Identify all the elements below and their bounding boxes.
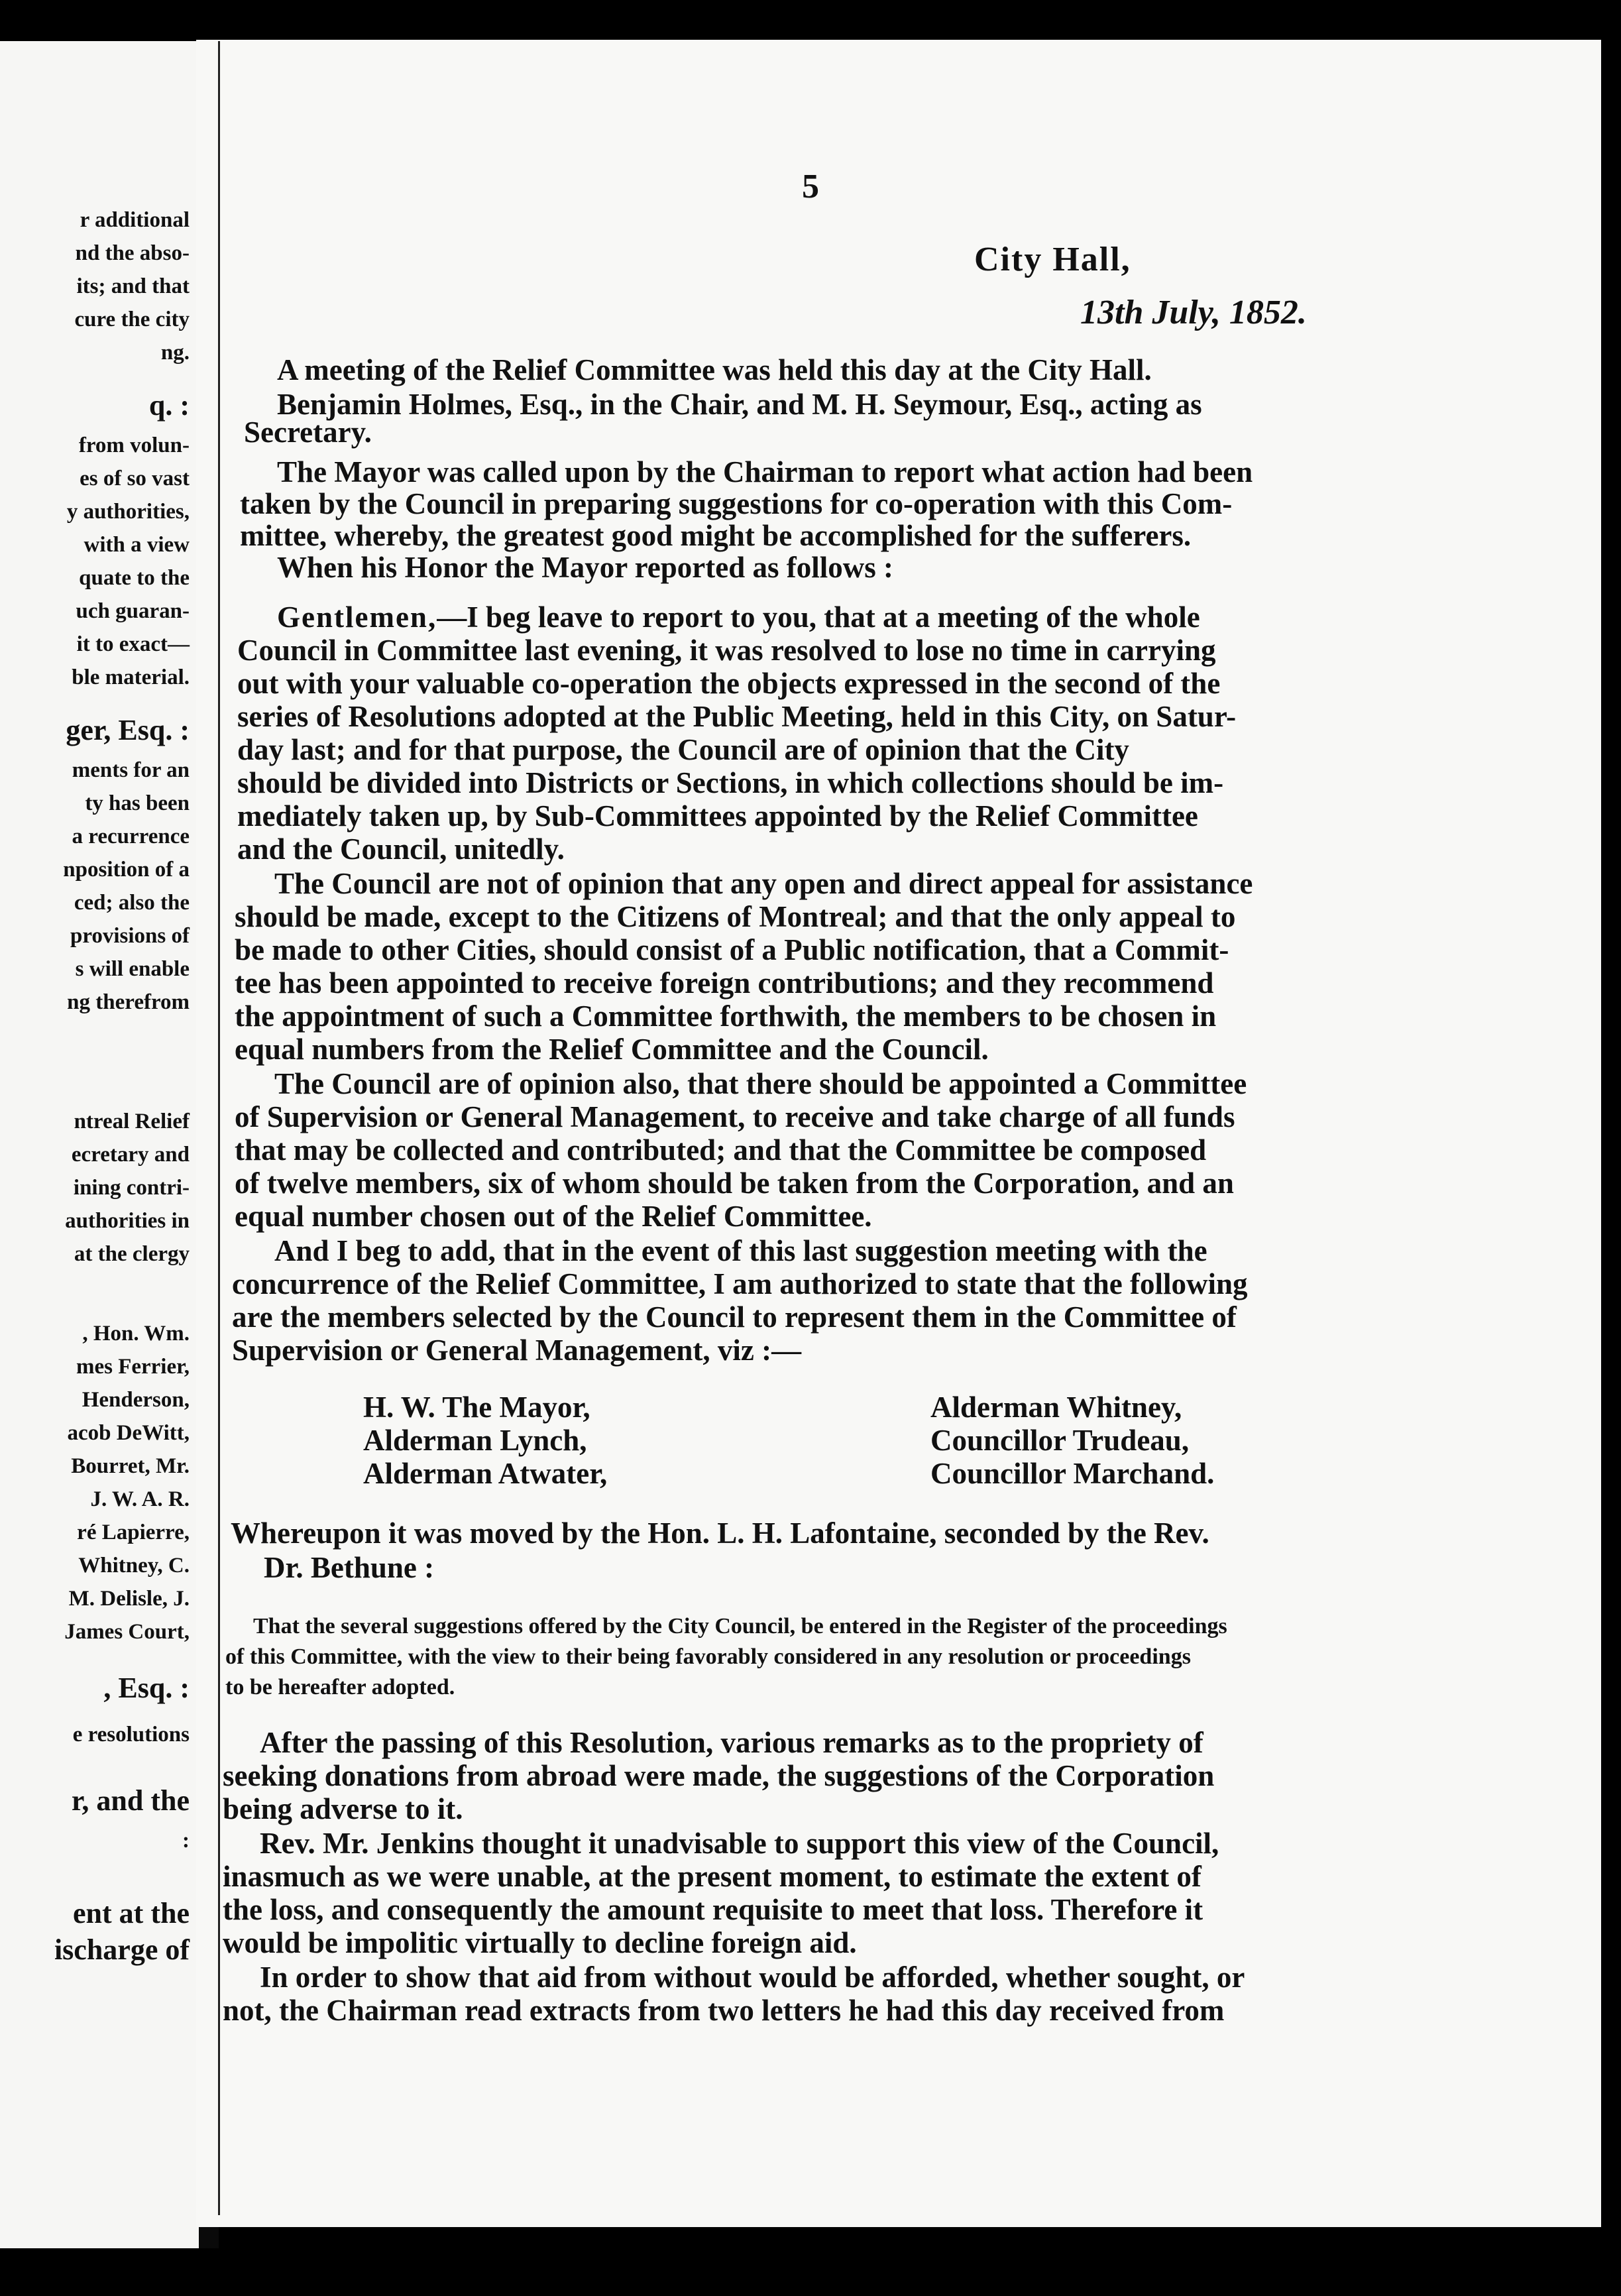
paragraph-line: taken by the Council in preparing suggestions for co-operation with this Com- xyxy=(240,487,1233,520)
left-line: quate to the xyxy=(79,566,190,590)
left-line: ent at the xyxy=(73,1897,190,1929)
left-line: ré Lapierre, xyxy=(77,1521,190,1544)
left-line: ecretary and xyxy=(71,1143,190,1167)
left-line: ntreal Relief xyxy=(74,1110,190,1133)
left-line: s will enable xyxy=(75,957,190,981)
paragraph-line: Dr. Bethune : xyxy=(264,1551,435,1584)
paragraph-line: of Supervision or General Management, to receive and take charge of all funds xyxy=(235,1100,1235,1133)
left-line: authorities in xyxy=(65,1209,190,1233)
paragraph-line: should be made, except to the Citizens of Montreal; and that the only appeal to xyxy=(235,900,1236,933)
paragraph-line: Rev. Mr. Jenkins thought it unadvisable to support this view of the Council, xyxy=(260,1827,1219,1860)
left-line: uch guaran- xyxy=(76,599,190,623)
left-line: ining contri- xyxy=(73,1176,190,1200)
resolution-line: That the several suggestions offered by the City Council, be entered in the Register of the proceedings xyxy=(253,1614,1227,1638)
left-line: with a view xyxy=(84,533,190,557)
left-line: mes Ferrier, xyxy=(76,1355,190,1379)
left-line: r, and the xyxy=(71,1784,190,1817)
paragraph-line: day last; and for that purpose, the Council are of opinion that the City xyxy=(237,733,1129,766)
left-line: , Esq. : xyxy=(103,1672,190,1704)
page-border xyxy=(218,41,220,2215)
paragraph-line: The Mayor was called upon by the Chairman to report what action had been xyxy=(277,455,1253,488)
member-name: Councillor Trudeau, xyxy=(930,1424,1190,1457)
place-heading: City Hall, xyxy=(974,241,1131,278)
member-name: H. W. The Mayor, xyxy=(363,1391,590,1424)
left-line: ng therefrom xyxy=(67,990,190,1014)
member-name: Alderman Atwater, xyxy=(363,1457,608,1490)
paragraph-line: Council in Committee last evening, it was resolved to lose no time in carrying xyxy=(237,634,1216,667)
paragraph-line: being adverse to it. xyxy=(223,1792,463,1825)
paragraph-line: mittee, whereby, the greatest good might be accomplished for the sufferers. xyxy=(240,519,1192,552)
paragraph-line: mediately taken up, by Sub-Committees appointed by the Relief Committee xyxy=(237,799,1198,832)
left-line: James Court, xyxy=(64,1620,190,1644)
paragraph-line: of twelve members, six of whom should be taken from the Corporation, and an xyxy=(235,1167,1234,1200)
left-line: it to exact— xyxy=(76,632,190,656)
paragraph-line: seeking donations from abroad were made, the suggestions of the Corporation xyxy=(223,1759,1215,1792)
member-name: Alderman Whitney, xyxy=(930,1391,1182,1424)
paragraph-line: that may be collected and contributed; and that the Committee be composed xyxy=(235,1133,1207,1167)
paragraph-line: the loss, and consequently the amount requisite to meet that loss. Therefore it xyxy=(223,1893,1203,1926)
left-line: its; and that xyxy=(76,274,190,298)
left-line: e resolutions xyxy=(72,1723,190,1747)
left-line: q. : xyxy=(148,389,190,422)
left-line: ty has been xyxy=(85,791,190,815)
left-line: Whitney, C. xyxy=(78,1554,190,1578)
paragraph-line: Secretary. xyxy=(244,416,372,449)
left-line: ger, Esq. : xyxy=(66,714,190,746)
left-line: M. Delisle, J. xyxy=(68,1587,190,1611)
resolution-line: to be hereafter adopted. xyxy=(225,1675,455,1699)
paragraph-line: not, the Chairman read extracts from two letters he had this day received from xyxy=(223,1994,1225,2027)
resolution-line: of this Committee, with the view to their being favorably considered in any resolution or proceedings xyxy=(225,1644,1191,1669)
left-line: y authorities, xyxy=(66,500,190,524)
left-line: from volun- xyxy=(78,433,190,457)
member-name: Councillor Marchand. xyxy=(930,1457,1215,1490)
left-line: Bourret, Mr. xyxy=(71,1454,190,1478)
left-line: cure the city xyxy=(74,308,190,331)
left-line: es of so vast xyxy=(80,467,190,490)
paragraph-line xyxy=(277,600,1200,634)
paragraph-line: In order to show that aid from without would be afforded, whether sought, or xyxy=(260,1961,1245,1994)
date-heading: 13th July, 1852. xyxy=(1080,294,1307,331)
left-line: : xyxy=(182,1829,190,1853)
left-line: ble material. xyxy=(72,665,190,689)
salutation-text: —I beg leave to report to you, that at a meeting of the whole xyxy=(437,601,1200,634)
paragraph-line: When his Honor the Mayor reported as follows : xyxy=(277,551,893,584)
paragraph-line: equal numbers from the Relief Committee and the Council. xyxy=(235,1033,989,1066)
paragraph-line: should be divided into Districts or Sections, in which collections should be im- xyxy=(237,766,1224,799)
left-line: r additional xyxy=(80,208,190,232)
left-line: nposition of a xyxy=(63,858,190,882)
paragraph-line: are the members selected by the Council to represent them in the Committee of xyxy=(232,1300,1237,1334)
paragraph-line: concurrence of the Relief Committee, I am authorized to state that the following xyxy=(232,1267,1248,1300)
paragraph-line: Benjamin Holmes, Esq., in the Chair, and M. H. Seymour, Esq., acting as xyxy=(277,388,1202,421)
paragraph-line: A meeting of the Relief Committee was held this day at the City Hall. xyxy=(277,353,1152,386)
member-name: Alderman Lynch, xyxy=(363,1424,587,1457)
paragraph-line: The Council are not of opinion that any open and direct appeal for assistance xyxy=(274,867,1253,900)
previous-page-edge xyxy=(0,41,199,2248)
salutation: Gentlemen, xyxy=(277,601,437,634)
paragraph-line: The Council are of opinion also, that there should be appointed a Committee xyxy=(274,1067,1247,1100)
left-line: at the clergy xyxy=(74,1242,190,1266)
paragraph-line: After the passing of this Resolution, various remarks as to the propriety of xyxy=(260,1726,1203,1759)
left-line: ments for an xyxy=(72,758,190,782)
paragraph-line: the appointment of such a Committee forthwith, the members to be chosen in xyxy=(235,1000,1217,1033)
paragraph-line: And I beg to add, that in the event of this last suggestion meeting with the xyxy=(274,1234,1207,1267)
left-line: Henderson, xyxy=(82,1388,190,1412)
paragraph-line: would be impolitic virtually to decline foreign aid. xyxy=(223,1926,857,1959)
left-line: ced; also the xyxy=(74,891,190,915)
page-number: 5 xyxy=(802,168,819,205)
paragraph-line: Whereupon it was moved by the Hon. L. H. Lafontaine, seconded by the Rev. xyxy=(231,1517,1209,1550)
paragraph-line: and the Council, unitedly. xyxy=(237,832,565,866)
paragraph-line: equal number chosen out of the Relief Committee. xyxy=(235,1200,872,1233)
paragraph-line: Supervision or General Management, viz :— xyxy=(232,1334,802,1367)
paragraph-line: inasmuch as we were unable, at the present moment, to estimate the extent of xyxy=(223,1860,1202,1893)
left-line: ng. xyxy=(160,341,190,365)
paragraph-line: series of Resolutions adopted at the Public Meeting, held in this City, on Satur- xyxy=(237,700,1237,733)
left-line: a recurrence xyxy=(72,825,190,848)
paragraph-line: be made to other Cities, should consist of a Public notification, that a Commit- xyxy=(235,933,1229,966)
paragraph-line: out with your valuable co-operation the objects expressed in the second of the xyxy=(237,667,1221,700)
left-line: provisions of xyxy=(70,924,190,948)
left-line: J. W. A. R. xyxy=(90,1487,190,1511)
left-line: , Hon. Wm. xyxy=(82,1322,190,1346)
paragraph-line: tee has been appointed to receive foreign contributions; and they recommend xyxy=(235,966,1214,1000)
left-line: acob DeWitt, xyxy=(67,1421,190,1445)
left-line: nd the abso- xyxy=(75,241,190,265)
left-line: ischarge of xyxy=(54,1933,190,1966)
